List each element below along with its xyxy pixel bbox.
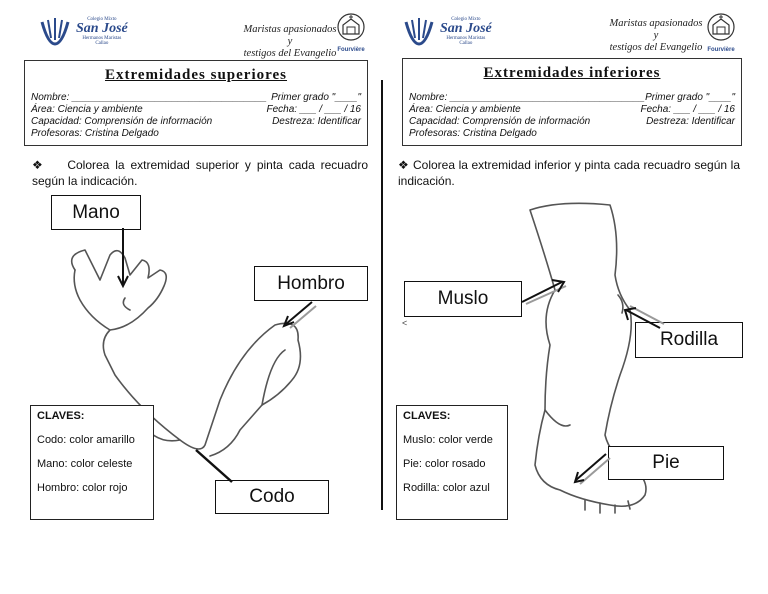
- motto-line2: testigos del Evangelio: [243, 48, 337, 59]
- rodilla-label: Rodilla: [659, 329, 719, 350]
- header-box-right: [402, 58, 742, 146]
- hombro-label: Hombro: [277, 272, 345, 294]
- motto-right: [606, 18, 706, 54]
- school-emblem-icon: [402, 14, 436, 48]
- destreza-text: Destreza: Identificar: [646, 116, 735, 127]
- area-text: Área: Ciencia y ambiente: [31, 104, 143, 115]
- instruction-text: Colorea la extremidad superior y pinta cada recuadro según la indicación.: [32, 158, 368, 188]
- pie-label: Pie: [652, 452, 680, 473]
- diamond-bullet-icon: ❖: [398, 158, 409, 172]
- clave-codo: Codo: color amarillo: [37, 434, 135, 446]
- logo-name: San José: [76, 20, 128, 36]
- school-logo-right: [402, 14, 492, 48]
- hombro-arrow-icon: [278, 298, 318, 332]
- motto-line1: Maristas apasionados y: [609, 18, 703, 41]
- logo-line3: Hermanos Maristas: [82, 35, 122, 41]
- instruction-left: [32, 157, 368, 189]
- claves-heading: CLAVES:: [37, 410, 85, 422]
- claves-box-right: [396, 405, 508, 520]
- area-text: Área: Ciencia y ambiente: [409, 104, 521, 115]
- rodilla-arrow-icon: [620, 302, 666, 332]
- codo-arrow-icon: [192, 446, 242, 486]
- nombre-field[interactable]: Nombre: ___________________________________: [409, 92, 645, 103]
- nombre-field[interactable]: Nombre: ___________________________________: [31, 92, 267, 103]
- instruction-right: [398, 157, 740, 189]
- crest-label: Fourvière: [337, 47, 365, 53]
- stray-mark: <: [402, 318, 408, 328]
- clave-mano: Mano: color celeste: [37, 458, 133, 470]
- profesora-text: Profesoras: Cristina Delgado: [409, 128, 537, 139]
- mano-label-box[interactable]: [51, 195, 141, 230]
- clave-rodilla: Rodilla: color azul: [403, 482, 490, 494]
- logo-line1: Colegio Mixto: [451, 16, 481, 22]
- grado-field[interactable]: Primer grado "____": [645, 92, 735, 103]
- muslo-label: Muslo: [437, 288, 489, 309]
- mano-label: Mano: [72, 201, 120, 223]
- logo-line4: Callao: [459, 40, 473, 46]
- grado-field[interactable]: Primer grado "____": [271, 92, 361, 103]
- mano-arrow-icon: [115, 228, 135, 290]
- muslo-label-box[interactable]: [404, 281, 522, 317]
- hombro-label-box[interactable]: [254, 266, 368, 301]
- worksheet-title: Extremidades superiores: [104, 67, 288, 83]
- logo-line3: Hermanos Maristas: [446, 35, 486, 41]
- church-crest-icon: [704, 12, 738, 42]
- motto-line2: testigos del Evangelio: [609, 42, 703, 53]
- header-box-left: [24, 60, 368, 146]
- claves-box-left: [30, 405, 154, 520]
- claves-heading: CLAVES:: [403, 410, 451, 422]
- worksheet-title: Extremidades inferiores: [483, 65, 661, 81]
- codo-label: Codo: [249, 486, 295, 507]
- capacidad-text: Capacidad: Comprensión de información: [409, 116, 591, 127]
- pie-label-box[interactable]: [608, 446, 724, 480]
- logo-line1: Colegio Mixto: [87, 16, 117, 22]
- church-crest-icon: [334, 12, 368, 42]
- clave-muslo: Muslo: color verde: [403, 434, 493, 446]
- logo-line4: Callao: [95, 40, 109, 46]
- motto-left: [240, 24, 340, 60]
- logo-name: San José: [440, 20, 492, 36]
- instruction-text: Colorea la extremidad inferior y pinta cada recuadro según la indicación.: [398, 158, 740, 188]
- destreza-text: Destreza: Identificar: [272, 116, 361, 127]
- school-emblem-icon: [38, 14, 72, 48]
- fecha-field[interactable]: Fecha: ___ / ___ / 16: [266, 104, 361, 115]
- pie-arrow-icon: [570, 450, 612, 486]
- crest-label: Fourvière: [707, 47, 735, 53]
- crest-right: [704, 12, 738, 53]
- diamond-bullet-icon: ❖: [32, 158, 46, 172]
- clave-hombro: Hombro: color rojo: [37, 482, 128, 494]
- fecha-field[interactable]: Fecha: ___ / ___ / 16: [640, 104, 735, 115]
- page-divider: [381, 80, 383, 510]
- muslo-arrow-icon: [520, 276, 570, 306]
- crest-left: [334, 12, 368, 53]
- profesora-text: Profesoras: Cristina Delgado: [31, 128, 159, 139]
- motto-line1: Maristas apasionados y: [243, 24, 337, 47]
- clave-pie: Pie: color rosado: [403, 458, 486, 470]
- capacidad-text: Capacidad: Comprensión de información: [31, 116, 213, 127]
- school-logo-left: [38, 14, 128, 48]
